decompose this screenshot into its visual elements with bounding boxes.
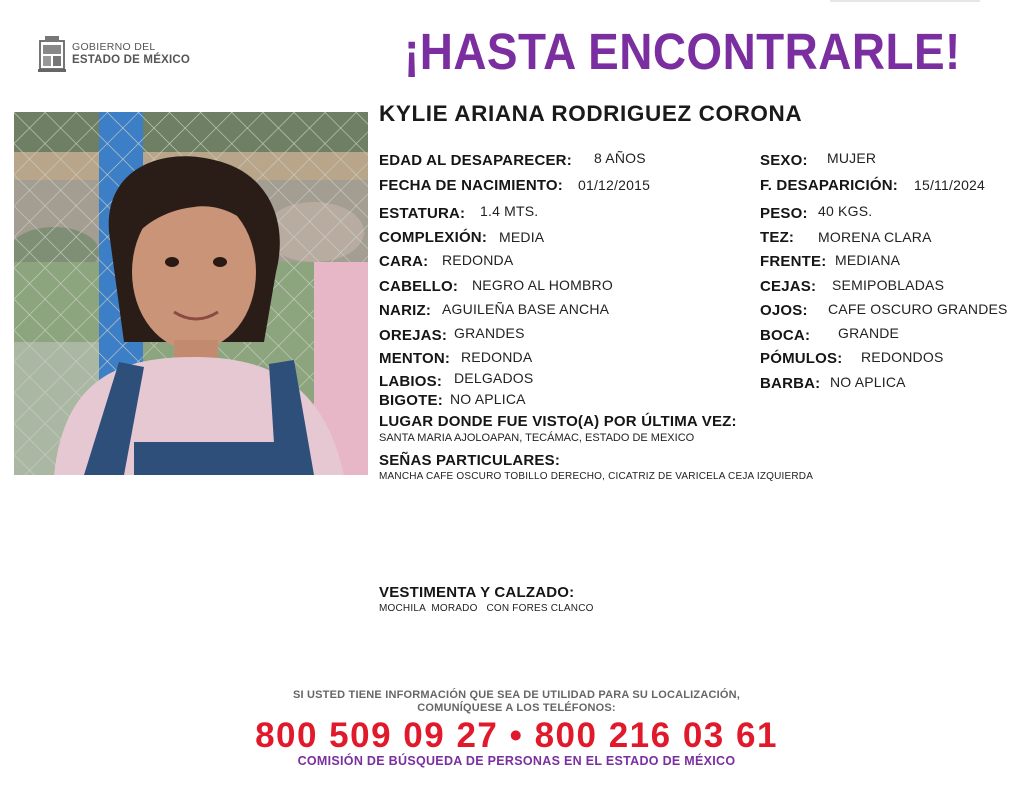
value-vestimenta: MOCHILA MORADO CON FORES CLANCO [379,603,594,614]
label-senas: SEÑAS PARTICULARES: [379,452,561,469]
value-ojos: CAFE OSCURO GRANDES [828,301,1008,317]
value-complexion: MEDIA [499,229,545,245]
value-cabello: NEGRO AL HOMBRO [472,277,613,293]
label-barba: BARBA: [760,375,821,392]
label-nariz: NARIZ: [379,302,432,319]
label-tez: TEZ: [760,229,795,246]
value-tez: MORENA CLARA [818,229,932,245]
value-nariz: AGUILEÑA BASE ANCHA [442,301,610,317]
label-labios: LABIOS: [379,373,443,390]
label-bigote: BIGOTE: [379,392,443,409]
label-ojos: OJOS: [760,302,808,319]
logo-text-line1: GOBIERNO DEL [72,41,156,53]
value-sexo: MUJER [827,150,877,166]
label-cara: CARA: [379,253,429,270]
label-nacimiento: FECHA DE NACIMIENTO: [379,177,563,194]
value-estatura: 1.4 MTS. [480,203,539,219]
label-cejas: CEJAS: [760,278,817,295]
phone-numbers: 800 509 09 27 • 800 216 03 61 [255,716,778,755]
label-orejas: OREJAS: [379,327,448,344]
top-divider [830,0,980,2]
value-pomulos: REDONDOS [861,349,944,365]
footer-note-line2: COMUNÍQUESE A LOS TELÉFONOS: [417,702,616,714]
label-pomulos: PÓMULOS: [760,350,843,367]
value-nacimiento: 01/12/2015 [578,177,651,193]
label-cabello: CABELLO: [379,278,459,295]
value-senas: MANCHA CAFE OSCURO TOBILLO DERECHO, CICATRIZ DE VARICELA CEJA IZQUIERDA [379,471,814,482]
value-bigote: NO APLICA [450,391,526,407]
label-boca: BOCA: [760,327,811,344]
person-name: KYLIE ARIANA RODRIGUEZ CORONA [379,101,803,126]
footer-note-line1: SI USTED TIENE INFORMACIÓN QUE SEA DE UTILIDAD PARA SU LOCALIZACIÓN, [292,689,741,701]
value-labios: DELGADOS [454,370,534,386]
value-desaparicion: 15/11/2024 [914,177,986,193]
value-edad: 8 AÑOS [594,150,646,166]
label-desaparicion: F. DESAPARICIÓN: [760,177,898,194]
coat-of-arms-icon [37,35,67,73]
label-estatura: ESTATURA: [379,205,466,222]
value-cejas: SEMIPOBLADAS [832,277,945,293]
label-menton: MENTON: [379,350,451,367]
label-lugar: LUGAR DONDE FUE VISTO(A) POR ÚLTIMA VEZ: [379,413,737,430]
value-cara: REDONDA [442,252,514,268]
label-edad: EDAD AL DESAPARECER: [379,152,572,169]
label-vestimenta: VESTIMENTA Y CALZADO: [379,584,575,601]
value-lugar: SANTA MARIA AJOLOAPAN, TECÁMAC, ESTADO DE MEXICO [379,432,695,444]
value-frente: MEDIANA [835,252,901,268]
government-logo [37,35,190,73]
label-sexo: SEXO: [760,152,808,169]
logo-text-line2: ESTADO DE MÉXICO [72,54,190,66]
label-complexion: COMPLEXIÓN: [379,229,488,246]
value-orejas: GRANDES [454,325,525,341]
value-barba: NO APLICA [830,374,906,390]
value-boca: GRANDE [838,325,900,341]
label-peso: PESO: [760,205,808,222]
agency-name: COMISIÓN DE BÚSQUEDA DE PERSONAS EN EL ESTADO DE MÉXICO [297,754,736,768]
value-menton: REDONDA [461,349,533,365]
value-peso: 40 KGS. [818,203,873,219]
label-frente: FRENTE: [760,253,827,270]
headline: ¡HASTA ENCONTRARLE! [404,23,961,80]
person-photo [14,112,368,475]
